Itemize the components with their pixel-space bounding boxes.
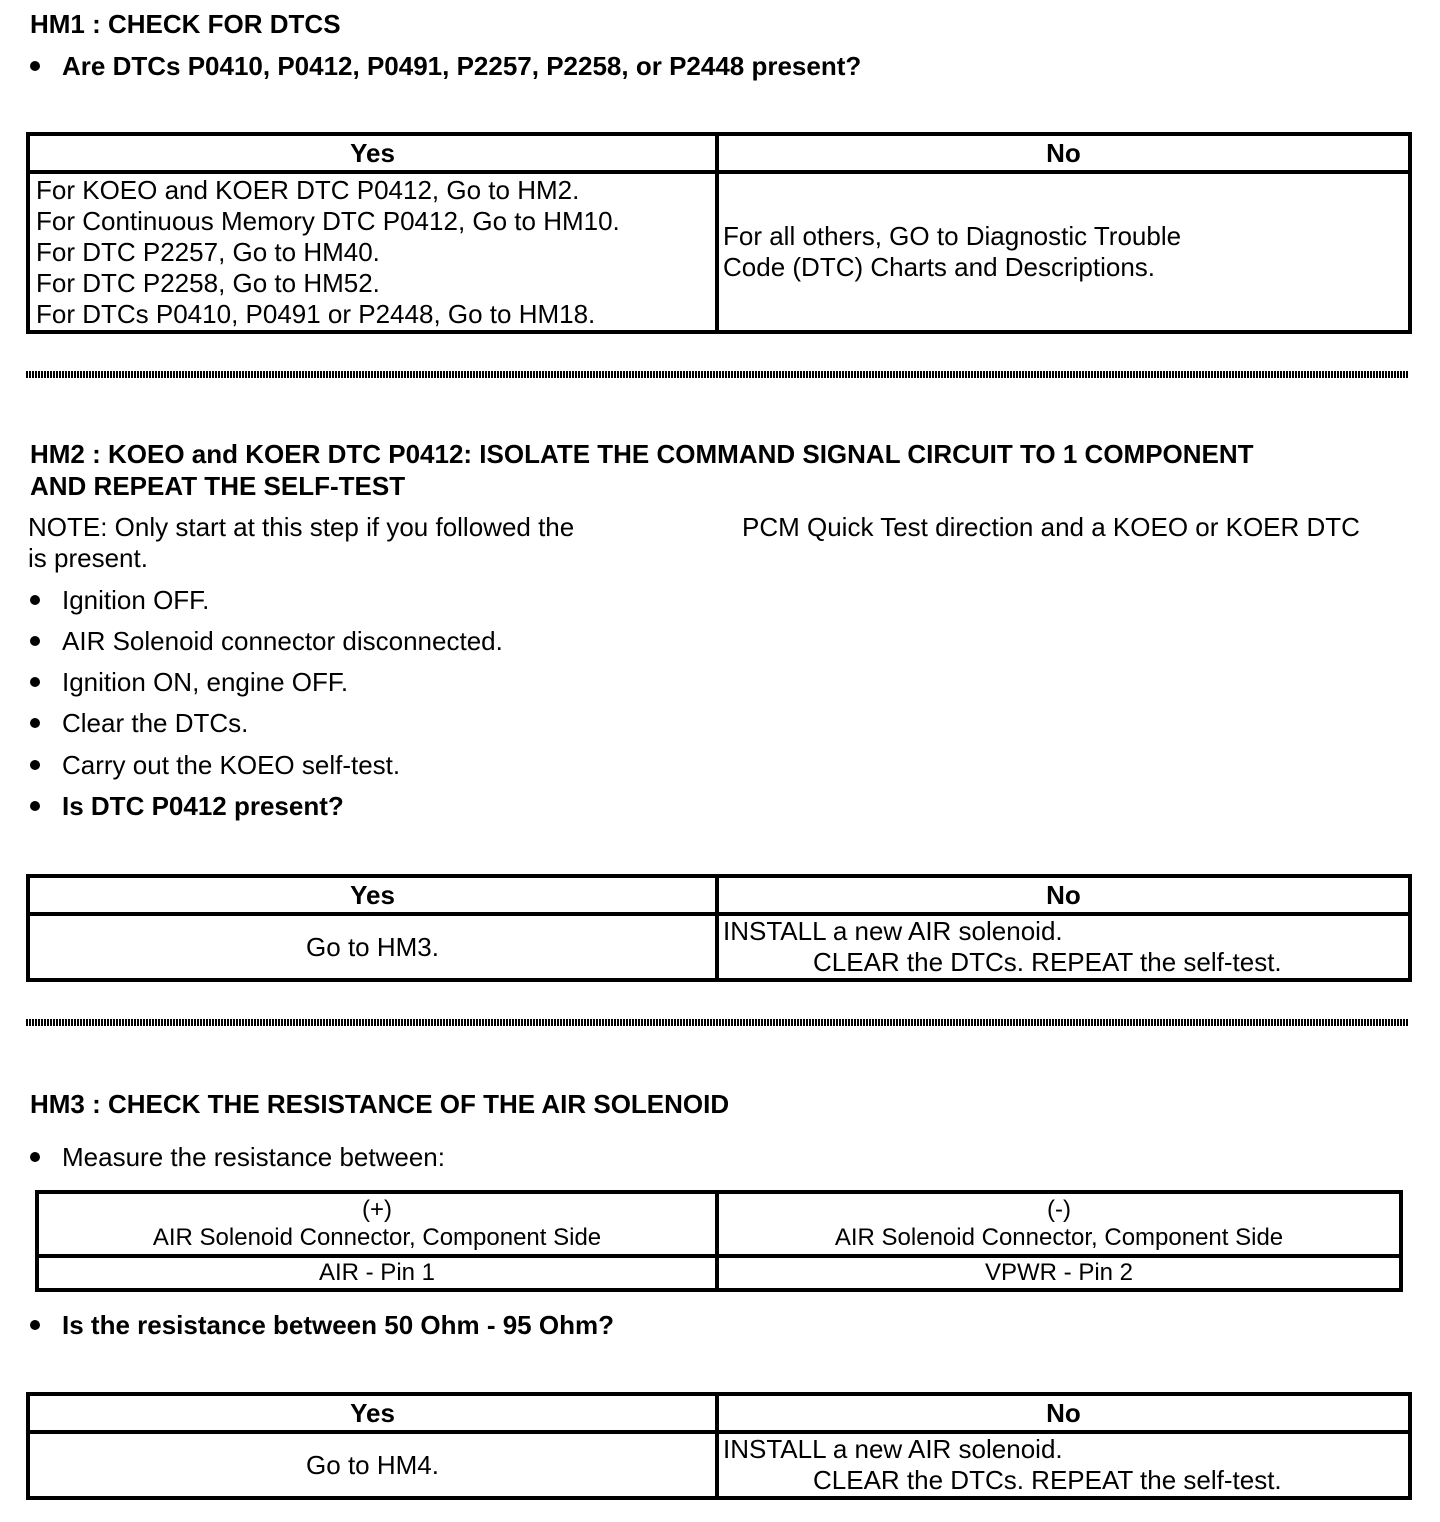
hm1-yes-line: For DTCs P0410, P0491 or P2448, Go to HM18. — [36, 298, 596, 329]
hm2-yes-header: Yes — [28, 876, 717, 914]
hm3-plus-header — [37, 1192, 717, 1256]
hm1-decision-table — [26, 132, 1412, 334]
bullet-icon — [30, 636, 40, 646]
hm2-title — [30, 438, 1254, 502]
hm3-plus-pin: AIR - Pin 1 — [37, 1256, 717, 1290]
hm3-no-header: No — [717, 1394, 1410, 1432]
hm3-no-cell — [717, 1432, 1410, 1498]
hm2-step-text: Ignition OFF. — [62, 585, 210, 615]
hm1-no-line: Code (DTC) Charts and Descriptions. — [723, 252, 1156, 282]
hm2-note-part3: is present. — [28, 543, 148, 573]
hm2-note-part1: NOTE: Only start at this step if you followed the — [28, 512, 575, 542]
hm2-decision-table — [26, 874, 1412, 982]
bullet-icon — [30, 1320, 40, 1330]
hm3-yes-header: Yes — [28, 1394, 717, 1432]
hm1-yes-line: For KOEO and KOER DTC P0412, Go to HM2. — [36, 174, 580, 205]
hm1-yes-line: For DTC P2258, Go to HM52. — [36, 267, 380, 298]
hm2-step-text: Clear the DTCs. — [62, 708, 249, 738]
hm1-yes-cell — [28, 172, 717, 332]
hm2-title-line: AND REPEAT THE SELF-TEST — [30, 471, 406, 501]
hm1-yes-line: For DTC P2257, Go to HM40. — [36, 236, 380, 267]
hm3-measure-table — [35, 1190, 1403, 1292]
hm2-no-header: No — [717, 876, 1410, 914]
hm2-step-text: Carry out the KOEO self-test. — [62, 750, 401, 780]
section-divider — [26, 1019, 1408, 1026]
hm3-no-line: INSTALL a new AIR solenoid. — [723, 1434, 1063, 1464]
hm2-title-line: HM2 : KOEO and KOER DTC P0412: ISOLATE THE COMMAND SIGNAL CIRCUIT TO 1 COMPONENT — [30, 439, 1254, 469]
bullet-icon — [30, 61, 40, 71]
hm3-minus-pin: VPWR - Pin 2 — [717, 1256, 1401, 1290]
hm1-title: HM1 : CHECK FOR DTCS — [30, 9, 341, 39]
hm2-no-cell — [717, 914, 1410, 980]
bullet-icon — [30, 801, 40, 811]
plus-symbol: (+) — [362, 1196, 392, 1223]
hm3-decision-table — [26, 1392, 1412, 1500]
bullet-icon — [30, 1152, 40, 1162]
hm2-question-text: Is DTC P0412 present? — [62, 791, 344, 821]
plus-label: AIR Solenoid Connector, Component Side — [152, 1224, 602, 1251]
hm2-no-line: CLEAR the DTCs. REPEAT the self-test. — [813, 947, 1282, 977]
bullet-icon — [30, 760, 40, 770]
hm3-title: HM3 : CHECK THE RESISTANCE OF THE AIR SOLENOID — [30, 1089, 730, 1119]
minus-label: AIR Solenoid Connector, Component Side — [834, 1224, 1284, 1251]
hm1-yes-header: Yes — [28, 134, 717, 172]
section-divider — [26, 371, 1408, 378]
bullet-icon — [30, 595, 40, 605]
hm1-no-header: No — [717, 134, 1410, 172]
hm1-yes-line: For Continuous Memory DTC P0412, Go to HM10. — [36, 205, 620, 236]
hm3-step-text: Measure the resistance between: — [62, 1142, 445, 1172]
hm3-minus-header — [717, 1192, 1401, 1256]
hm3-no-line: CLEAR the DTCs. REPEAT the self-test. — [813, 1465, 1282, 1495]
hm2-step-text: Ignition ON, engine OFF. — [62, 667, 349, 697]
hm2-note-part2: PCM Quick Test direction and a KOEO or KOER DTC — [742, 512, 1360, 542]
hm1-question-text: Are DTCs P0410, P0412, P0491, P2257, P2258, or P2448 present? — [62, 51, 862, 81]
bullet-icon — [30, 677, 40, 687]
hm1-no-cell — [717, 172, 1410, 332]
hm1-no-line: For all others, GO to Diagnostic Trouble — [723, 221, 1182, 251]
minus-symbol: (-) — [1047, 1196, 1071, 1223]
hm2-yes-cell: Go to HM3. — [28, 914, 717, 980]
hm2-no-line: INSTALL a new AIR solenoid. — [723, 916, 1063, 946]
hm3-question-text: Is the resistance between 50 Ohm - 95 Ohm? — [62, 1310, 614, 1340]
bullet-icon — [30, 718, 40, 728]
hm2-step-text: AIR Solenoid connector disconnected. — [62, 626, 503, 656]
hm3-yes-cell: Go to HM4. — [28, 1432, 717, 1498]
